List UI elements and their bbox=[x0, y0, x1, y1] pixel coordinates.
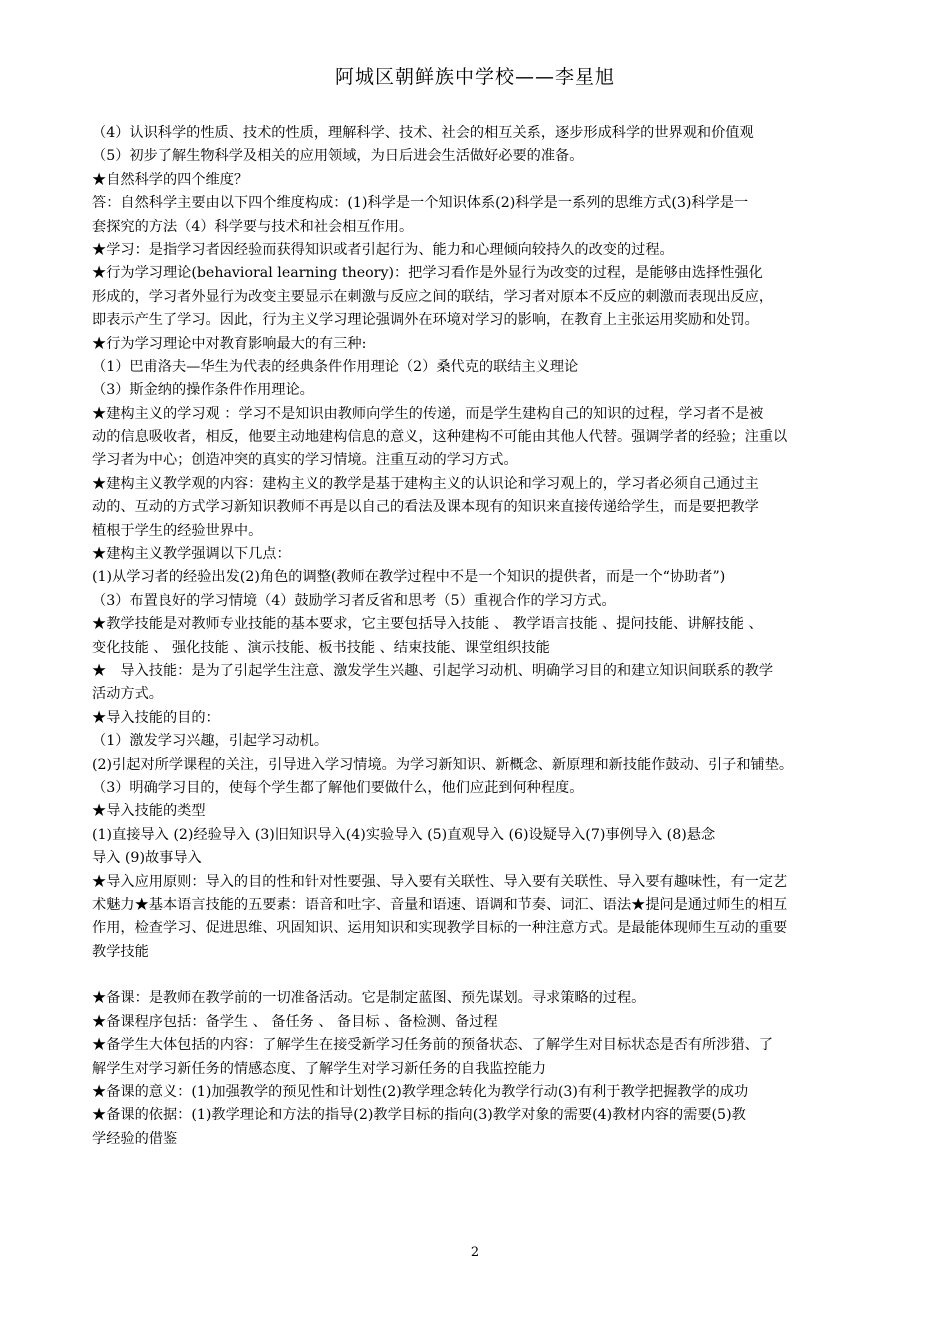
text-line: （3）布置良好的学习情境（4）鼓励学习者反省和思考（5）重视合作的学习方式。 bbox=[92, 592, 616, 609]
text-line: ★学习：是指学习者因经验而获得知识或者引起行为、能力和心理倾向较持久的改变的过程。 bbox=[92, 241, 674, 258]
text-line: 动的、互动的方式学习新知识教师不再是以自己的看法及课本现有的知识来直接传递给学生，而是要把教学 bbox=[92, 499, 759, 516]
text-line: 植根于学生的经验世界中。 bbox=[92, 522, 263, 539]
text-line: ★教学技能是对教师专业技能的基本要求，它主要包括导入技能 、 教学语言技能 、提问技能、讲解技能 、 bbox=[92, 616, 763, 633]
text-line: ★导入技能的目的： bbox=[92, 709, 220, 726]
text-line: ★建构主义教学观的内容：建构主义的教学是基于建构主义的认识论和学习观上的，学习者必须自己通过主 bbox=[92, 475, 759, 492]
text-line: 术魅力★基本语言技能的五要素：语音和吐字、音量和语速、语调和节奏、词汇、语法★提问是通过师生的相互 bbox=[92, 896, 788, 913]
text-line: 导入 (9)故事导入 bbox=[92, 850, 202, 867]
text-line: ★导入技能的类型 bbox=[92, 803, 206, 820]
text-line: （1）激发学习兴趣，引起学习动机。 bbox=[92, 733, 329, 750]
text-line: (2)引起对所学课程的关注，引导进入学习情境。为学习新知识、新概念、新原理和新技能作鼓动、引子和铺垫。 bbox=[92, 756, 794, 773]
text-line: 套探究的方法（4）科学要与技术和社会相互作用。 bbox=[92, 218, 414, 235]
text-line: ★导入应用原则：导入的目的性和针对性要强、导入要有关联性、导入要有关联性、导入要有趣味性，有一定艺 bbox=[92, 873, 788, 890]
text-line: 动的信息吸收者，相反，他要主动地建构信息的意义，这种建构不可能由其他人代替。强调学者的经验；注重以 bbox=[92, 429, 788, 446]
text-line: 即表示产生了学习。因此，行为主义学习理论强调外在环境对学习的影响，在教育上主张运用奖励和处罚。 bbox=[92, 312, 759, 329]
text-line: 答：自然科学主要由以下四个维度构成：(1)科学是一个知识体系(2)科学是一系列的思维方式(3)科学是一 bbox=[92, 195, 749, 212]
text-line: 学经验的借鉴 bbox=[92, 1130, 178, 1147]
text-line: ★ 导入技能：是为了引起学生注意、激发学生兴趣、引起学习动机、明确学习目的和建立知识间联系的教学 bbox=[92, 662, 774, 679]
document-body bbox=[92, 122, 892, 1151]
text-line: (1)从学习者的经验出发(2)角色的调整(教师在教学过程中不是一个知识的提供者，而是一个“协助者”) bbox=[92, 569, 726, 586]
text-line: ★备课：是教师在教学前的一切准备活动。它是制定蓝图、预先谋划。寻求策略的过程。 bbox=[92, 990, 646, 1007]
text-line: ★备课程序包括：备学生 、 备任务 、 备目标 、备检测、备过程 bbox=[92, 1013, 498, 1030]
page-header: 阿城区朝鲜族中学校——李星旭 bbox=[334, 66, 615, 88]
text-line: 活动方式。 bbox=[92, 686, 163, 703]
blank-line bbox=[92, 964, 892, 987]
page-number: 2 bbox=[470, 1245, 480, 1260]
text-line: ★自然科学的四个维度？ bbox=[92, 171, 249, 188]
text-line: 形成的，学习者外显行为改变主要显示在刺激与反应之间的联结，学习者对原本不反应的刺激而表现出反应， bbox=[92, 288, 774, 305]
text-line: 变化技能 、 强化技能 、演示技能、板书技能 、结束技能、课堂组织技能 bbox=[92, 639, 550, 656]
text-line: 作用，检查学习、促进思维、巩固知识、运用知识和实现教学目标的一种注意方式。是最能体现师生互动的重要 bbox=[92, 920, 788, 937]
text-line: （4）认识科学的性质、技术的性质，理解科学、技术、社会的相互关系，逐步形成科学的世界观和价值观 bbox=[92, 125, 754, 141]
text-line: （1）巴甫洛夫—华生为代表的经典条件作用理论（2）桑代克的联结主义理论 bbox=[92, 358, 579, 375]
text-line: (1)直接导入 (2)经验导入 (3)旧知识导入(4)实验导入 (5)直观导入 (6)设疑导入(7)事例导入 (8)悬念 bbox=[92, 826, 716, 843]
text-line: （5）初步了解生物科学及相关的应用领域，为日后进会生活做好必要的准备。 bbox=[92, 148, 584, 165]
text-line: ★行为学习理论(behavioral learning theory)：把学习看作是外显行为改变的过程，是能够由选择性强化 bbox=[92, 265, 763, 282]
text-line: 解学生对学习新任务的情感态度、了解学生对学习新任务的自我监控能力 bbox=[92, 1060, 547, 1077]
text-line: 教学技能 bbox=[92, 943, 149, 960]
text-line: 学习者为中心；创造冲突的真实的学习情境。注重互动的学习方式。 bbox=[92, 452, 518, 469]
text-line: ★建构主义教学强调以下几点： bbox=[92, 546, 291, 563]
text-line: （3）明确学习目的，使每个学生都了解他们要做什么，他们应茈到何种程度。 bbox=[92, 779, 584, 796]
text-line: （3）斯金纳的操作条件作用理论。 bbox=[92, 382, 314, 399]
text-line: ★行为学习理论中对教育影响最大的有三种: bbox=[92, 335, 367, 352]
text-line: ★建构主义的学习观 ：学习不是知识由教师向学生的传递，而是学生建构自己的知识的过程，学习者不是被 bbox=[92, 405, 764, 422]
text-line: ★备课的依据：(1)教学理论和方法的指导(2)教学目标的指向(3)教学对象的需要(4)教材内容的需要(5)教 bbox=[92, 1107, 746, 1124]
text-line: ★备课的意义：(1)加强教学的预见性和计划性(2)教学理念转化为教学行动(3)有利于教学把握教学的成功 bbox=[92, 1084, 749, 1101]
text-line: ★备学生大体包括的内容：了解学生在接受新学习任务前的预备状态、了解学生对目标状态是否有所涉猎、了 bbox=[92, 1037, 774, 1054]
